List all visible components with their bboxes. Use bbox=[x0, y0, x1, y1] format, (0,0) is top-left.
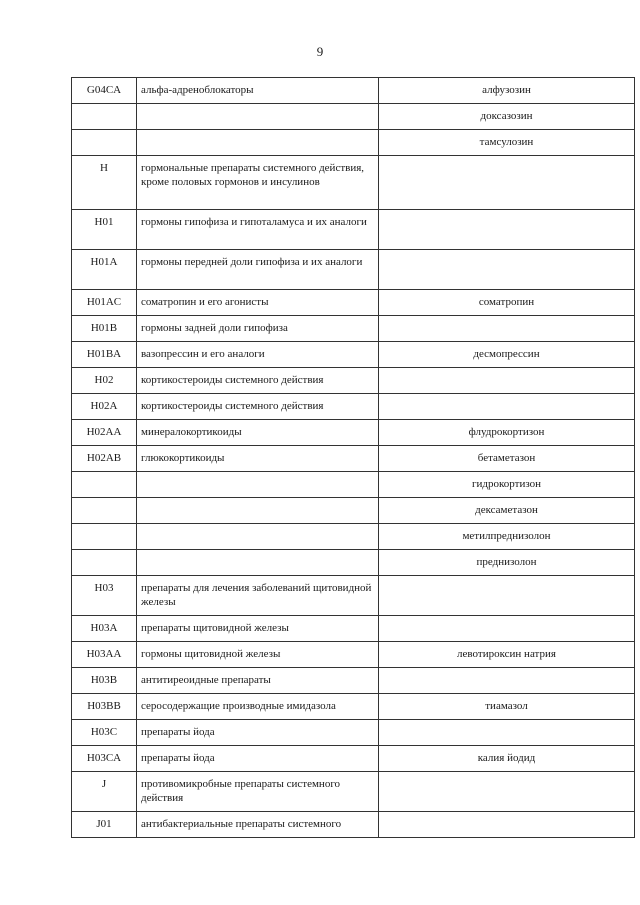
drug-name-cell bbox=[379, 772, 635, 812]
group-name-cell bbox=[137, 104, 379, 130]
group-name-cell: препараты щитовидной железы bbox=[137, 616, 379, 642]
table-row bbox=[72, 550, 635, 576]
group-name-cell bbox=[137, 550, 379, 576]
atc-code-cell: J01 bbox=[72, 812, 137, 838]
group-name-cell: препараты йода bbox=[137, 720, 379, 746]
group-name-cell: глюкокортикоиды bbox=[137, 446, 379, 472]
drug-name-cell bbox=[379, 616, 635, 642]
table-row bbox=[72, 394, 635, 420]
table-row bbox=[72, 104, 635, 130]
table-row bbox=[72, 78, 635, 104]
table-row bbox=[72, 616, 635, 642]
atc-code-cell bbox=[72, 130, 137, 156]
drug-name-cell: дексаметазон bbox=[379, 498, 635, 524]
group-name-cell: альфа-адреноблокаторы bbox=[137, 78, 379, 104]
page-number: 9 bbox=[316, 44, 324, 59]
group-name-cell: соматропин и его агонисты bbox=[137, 290, 379, 316]
table-row bbox=[72, 472, 635, 498]
drug-name-cell bbox=[379, 576, 635, 616]
table-row bbox=[72, 290, 635, 316]
table-row bbox=[72, 498, 635, 524]
group-name-cell bbox=[137, 130, 379, 156]
atc-code-cell: H02AA bbox=[72, 420, 137, 446]
drug-name-cell bbox=[379, 720, 635, 746]
table-row bbox=[72, 746, 635, 772]
table-row bbox=[72, 668, 635, 694]
atc-code-cell: H02A bbox=[72, 394, 137, 420]
group-name-cell: серосодержащие производные имидазола bbox=[137, 694, 379, 720]
drug-name-cell: гидрокортизон bbox=[379, 472, 635, 498]
table-row bbox=[72, 130, 635, 156]
group-name-cell bbox=[137, 524, 379, 550]
drug-name-cell: алфузозин bbox=[379, 78, 635, 104]
group-name-cell: вазопрессин и его аналоги bbox=[137, 342, 379, 368]
group-name-cell: антибактериальные препараты системного bbox=[137, 812, 379, 838]
atc-code-cell bbox=[72, 524, 137, 550]
table-row bbox=[72, 368, 635, 394]
table-row bbox=[72, 156, 635, 210]
drug-classification-table bbox=[71, 77, 635, 838]
group-name-cell: препараты йода bbox=[137, 746, 379, 772]
group-name-cell: гормоны передней доли гипофиза и их аналоги bbox=[137, 250, 379, 290]
table-row bbox=[72, 812, 635, 838]
atc-code-cell: H01B bbox=[72, 316, 137, 342]
table-row bbox=[72, 524, 635, 550]
drug-name-cell bbox=[379, 668, 635, 694]
drug-name-cell: тиамазол bbox=[379, 694, 635, 720]
group-name-cell: гормональные препараты системного действия, кроме половых гормонов и инсулинов bbox=[137, 156, 379, 210]
drug-name-cell bbox=[379, 156, 635, 210]
drug-name-cell bbox=[379, 394, 635, 420]
atc-code-cell bbox=[72, 498, 137, 524]
group-name-cell bbox=[137, 472, 379, 498]
atc-code-cell: H01A bbox=[72, 250, 137, 290]
atc-code-cell: H03C bbox=[72, 720, 137, 746]
table-row bbox=[72, 720, 635, 746]
table-row bbox=[72, 642, 635, 668]
table-row bbox=[72, 446, 635, 472]
atc-code-cell: H03B bbox=[72, 668, 137, 694]
table-row bbox=[72, 694, 635, 720]
drug-name-cell bbox=[379, 210, 635, 250]
atc-code-cell: H03A bbox=[72, 616, 137, 642]
atc-code-cell: H03 bbox=[72, 576, 137, 616]
atc-code-cell bbox=[72, 104, 137, 130]
table-row bbox=[72, 316, 635, 342]
group-name-cell: минералокортикоиды bbox=[137, 420, 379, 446]
atc-code-cell bbox=[72, 550, 137, 576]
drug-name-cell: калия йодид bbox=[379, 746, 635, 772]
atc-code-cell: H01AC bbox=[72, 290, 137, 316]
atc-code-cell: J bbox=[72, 772, 137, 812]
drug-name-cell bbox=[379, 316, 635, 342]
group-name-cell: препараты для лечения заболеваний щитовидной железы bbox=[137, 576, 379, 616]
table-row bbox=[72, 576, 635, 616]
atc-code-cell: H03AA bbox=[72, 642, 137, 668]
atc-code-cell: H02AB bbox=[72, 446, 137, 472]
drug-name-cell: левотироксин натрия bbox=[379, 642, 635, 668]
group-name-cell: гормоны гипофиза и гипоталамуса и их аналоги bbox=[137, 210, 379, 250]
group-name-cell: противомикробные препараты системного действия bbox=[137, 772, 379, 812]
drug-name-cell: флудрокортизон bbox=[379, 420, 635, 446]
atc-code-cell: H01BA bbox=[72, 342, 137, 368]
group-name-cell: кортикостероиды системного действия bbox=[137, 368, 379, 394]
group-name-cell: гормоны щитовидной железы bbox=[137, 642, 379, 668]
table-row bbox=[72, 342, 635, 368]
drug-name-cell bbox=[379, 368, 635, 394]
table-body bbox=[72, 78, 635, 838]
drug-name-cell: десмопрессин bbox=[379, 342, 635, 368]
table-row bbox=[72, 250, 635, 290]
drug-name-cell bbox=[379, 250, 635, 290]
table-row bbox=[72, 420, 635, 446]
drug-name-cell: доксазозин bbox=[379, 104, 635, 130]
drug-name-cell bbox=[379, 812, 635, 838]
group-name-cell bbox=[137, 498, 379, 524]
atc-code-cell: H02 bbox=[72, 368, 137, 394]
table-row bbox=[72, 772, 635, 812]
atc-code-cell bbox=[72, 472, 137, 498]
group-name-cell: антитиреоидные препараты bbox=[137, 668, 379, 694]
group-name-cell: гормоны задней доли гипофиза bbox=[137, 316, 379, 342]
drug-name-cell: метилпреднизолон bbox=[379, 524, 635, 550]
atc-code-cell: H03CA bbox=[72, 746, 137, 772]
drug-name-cell: бетаметазон bbox=[379, 446, 635, 472]
atc-code-cell: H03BB bbox=[72, 694, 137, 720]
atc-code-cell: H01 bbox=[72, 210, 137, 250]
table-row bbox=[72, 210, 635, 250]
atc-code-cell: H bbox=[72, 156, 137, 210]
drug-name-cell: тамсулозин bbox=[379, 130, 635, 156]
group-name-cell: кортикостероиды системного действия bbox=[137, 394, 379, 420]
atc-code-cell: G04CA bbox=[72, 78, 137, 104]
drug-name-cell: преднизолон bbox=[379, 550, 635, 576]
drug-name-cell: соматропин bbox=[379, 290, 635, 316]
